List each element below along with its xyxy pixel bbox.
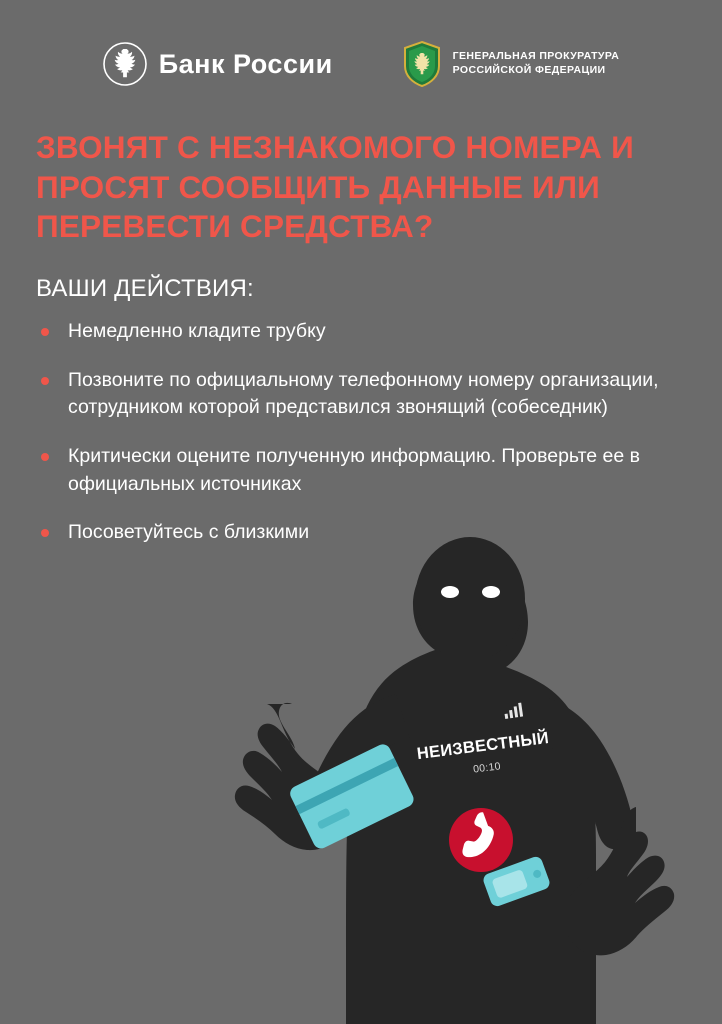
prosecutor-general-emblem-icon	[401, 40, 443, 88]
page-title: ЗВОНЯТ С НЕЗНАКОМОГО НОМЕРА И ПРОСЯТ СООБЩИТЬ ДАННЫЕ ИЛИ ПЕРЕВЕСТИ СРЕДСТВА?	[36, 129, 634, 245]
scammer-illustration	[0, 514, 722, 1024]
list-item-text: Немедленно кладите трубку	[68, 320, 326, 342]
actions-heading: ВАШИ ДЕЙСТВИЯ:	[36, 275, 254, 302]
list-item-text: Посоветуйтесь с близкими	[68, 521, 310, 544]
bullet-dot-icon	[41, 377, 49, 385]
caller-name: НЕИЗВЕСТНЫЙ	[415, 728, 550, 764]
bank-logo-text: Банк России	[158, 48, 333, 79]
eye-left	[441, 586, 459, 598]
end-call-icon	[449, 808, 513, 872]
eye-right	[482, 586, 500, 598]
list-item	[36, 318, 676, 346]
list-item-text: Позвоните по официальному телефонному номеру организации, сотрудником которой представился звонящий (собеседник)	[68, 368, 659, 419]
bullet-dot-icon	[41, 453, 49, 461]
bank-of-russia-logo	[103, 40, 333, 88]
list-item	[36, 443, 676, 498]
list-item	[36, 367, 676, 422]
double-headed-eagle-emblem-icon	[103, 40, 147, 88]
prosecutor-general-logo	[401, 40, 620, 88]
call-timer: 00:10	[472, 760, 502, 776]
list-item-text: Критически оцените полученную информацию. Проверьте ее в официальных источниках	[68, 445, 641, 495]
prosecutor-line-1: ГЕНЕРАЛЬНАЯ ПРОКУРАТУРА	[452, 50, 620, 63]
prosecutor-line-2: РОССИЙСКОЙ ФЕДЕРАЦИИ	[452, 64, 606, 76]
faceless-scammer-silhouette-icon	[235, 537, 674, 1024]
header	[0, 36, 722, 92]
prosecutor-general-label	[453, 50, 620, 77]
bullet-dot-icon	[41, 328, 49, 336]
